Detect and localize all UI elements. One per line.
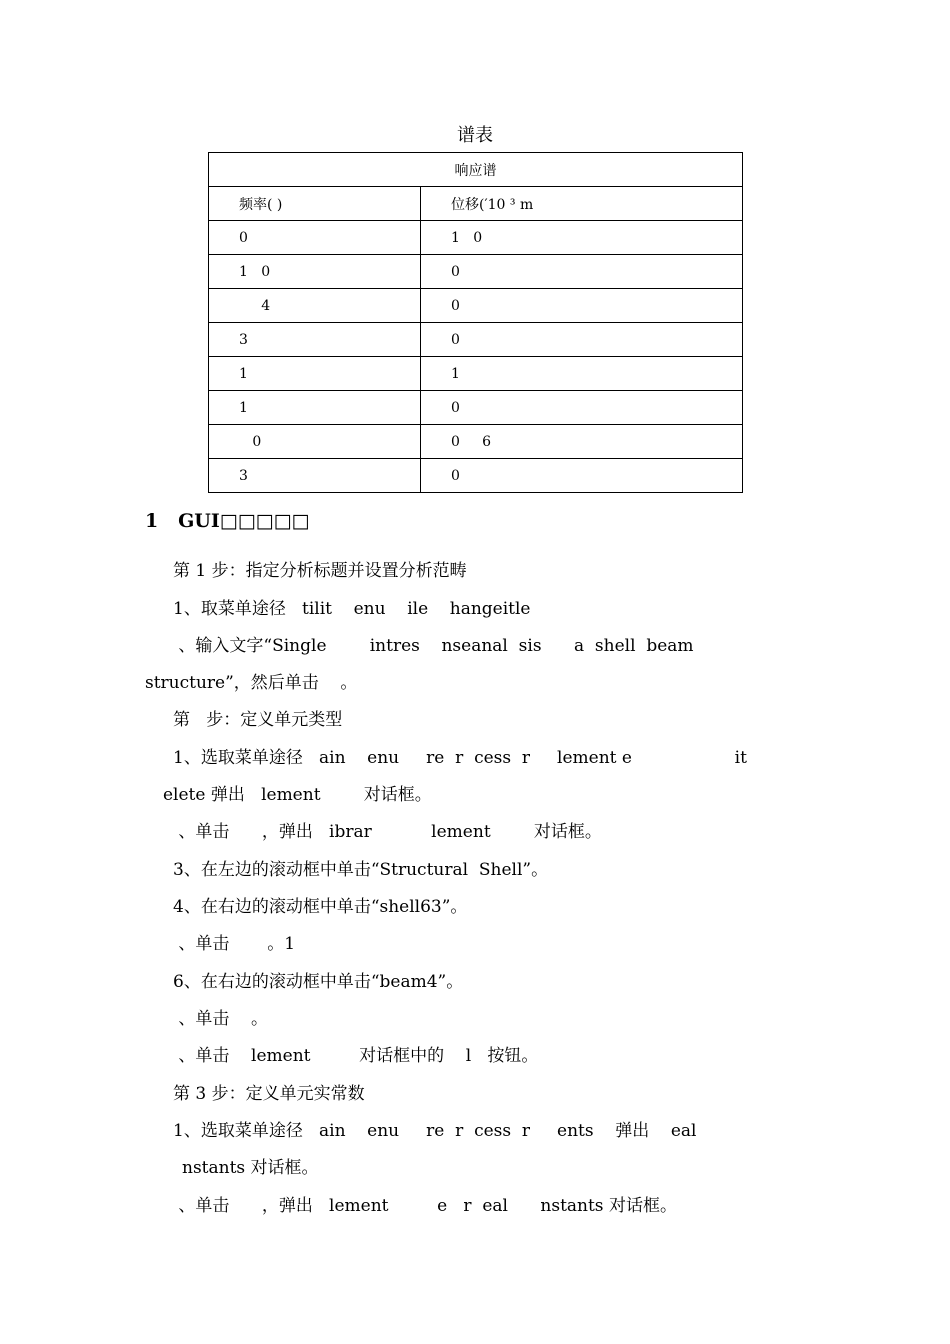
table-header: 响应谱 xyxy=(209,153,743,187)
table-cell: 0 6 xyxy=(421,425,743,459)
instruction-line: 、单击 。 xyxy=(173,1009,269,1029)
table-row xyxy=(209,289,743,323)
column-header-frequency: 频率( ) xyxy=(209,187,421,221)
table-cell: 3 xyxy=(209,459,421,493)
instruction-line: nstants 对话框。 xyxy=(182,1158,319,1178)
table-cell: 0 xyxy=(421,255,743,289)
instruction-line: 1、选取菜单途径 ain enu re r cess r lement e it xyxy=(173,748,747,768)
table-row xyxy=(209,357,743,391)
table-cell: 1 0 xyxy=(421,221,743,255)
section-title: 1 GUI□□□□□ xyxy=(145,510,310,532)
table-cell: 0 xyxy=(421,459,743,493)
instruction-line: structure”，然后单击 。 xyxy=(145,673,358,693)
table-cell: 4 xyxy=(209,289,421,323)
instruction-line: 3、在左边的滚动框中单击“Structural Shell”。 xyxy=(173,860,549,880)
table-row xyxy=(209,323,743,357)
instruction-line: 、输入文字“Single intres nseanal sis a shell beam xyxy=(173,636,694,656)
instruction-line: 4、在右边的滚动框中单击“shell63”。 xyxy=(173,897,468,917)
instruction-line: 、单击 ，弹出 ibrar lement 对话框。 xyxy=(173,822,602,842)
table-row xyxy=(209,425,743,459)
table-caption: 谱表 xyxy=(457,125,493,146)
instruction-line: 、单击 。1 xyxy=(173,934,296,954)
spectrum-table xyxy=(208,152,743,493)
table-cell: 1 xyxy=(209,391,421,425)
instruction-line: 6、在右边的滚动框中单击“beam4”。 xyxy=(173,972,464,992)
instruction-line: 、单击 lement 对话框中的 l 按钮。 xyxy=(173,1046,539,1066)
step-heading: 第 1 步：指定分析标题并设置分析范畴 xyxy=(173,561,467,581)
table-cell: 1 0 xyxy=(209,255,421,289)
step-heading: 第 3 步：定义单元实常数 xyxy=(173,1084,365,1104)
table-cell: 0 xyxy=(421,391,743,425)
instruction-line: elete 弹出 lement 对话框。 xyxy=(163,785,432,805)
table-cell: 3 xyxy=(209,323,421,357)
table-cell: 1 xyxy=(421,357,743,391)
table-cell: 0 xyxy=(209,425,421,459)
table-row xyxy=(209,255,743,289)
table-cell: 0 xyxy=(209,221,421,255)
table-row xyxy=(209,459,743,493)
table-cell: 0 xyxy=(421,323,743,357)
table-row xyxy=(209,391,743,425)
table-cell: 0 xyxy=(421,289,743,323)
step-heading: 第 步：定义单元类型 xyxy=(173,710,343,730)
instruction-line: 1、选取菜单途径 ain enu re r cess r ents 弹出 eal xyxy=(173,1121,697,1141)
column-header-displacement: 位移(′10 ³ m xyxy=(421,187,743,221)
instruction-line: 1、取菜单途径 tilit enu ile hangeitle xyxy=(173,599,531,619)
instruction-line: 、单击 ，弹出 lement e r eal nstants 对话框。 xyxy=(173,1196,677,1216)
table-row xyxy=(209,221,743,255)
table-cell: 1 xyxy=(209,357,421,391)
